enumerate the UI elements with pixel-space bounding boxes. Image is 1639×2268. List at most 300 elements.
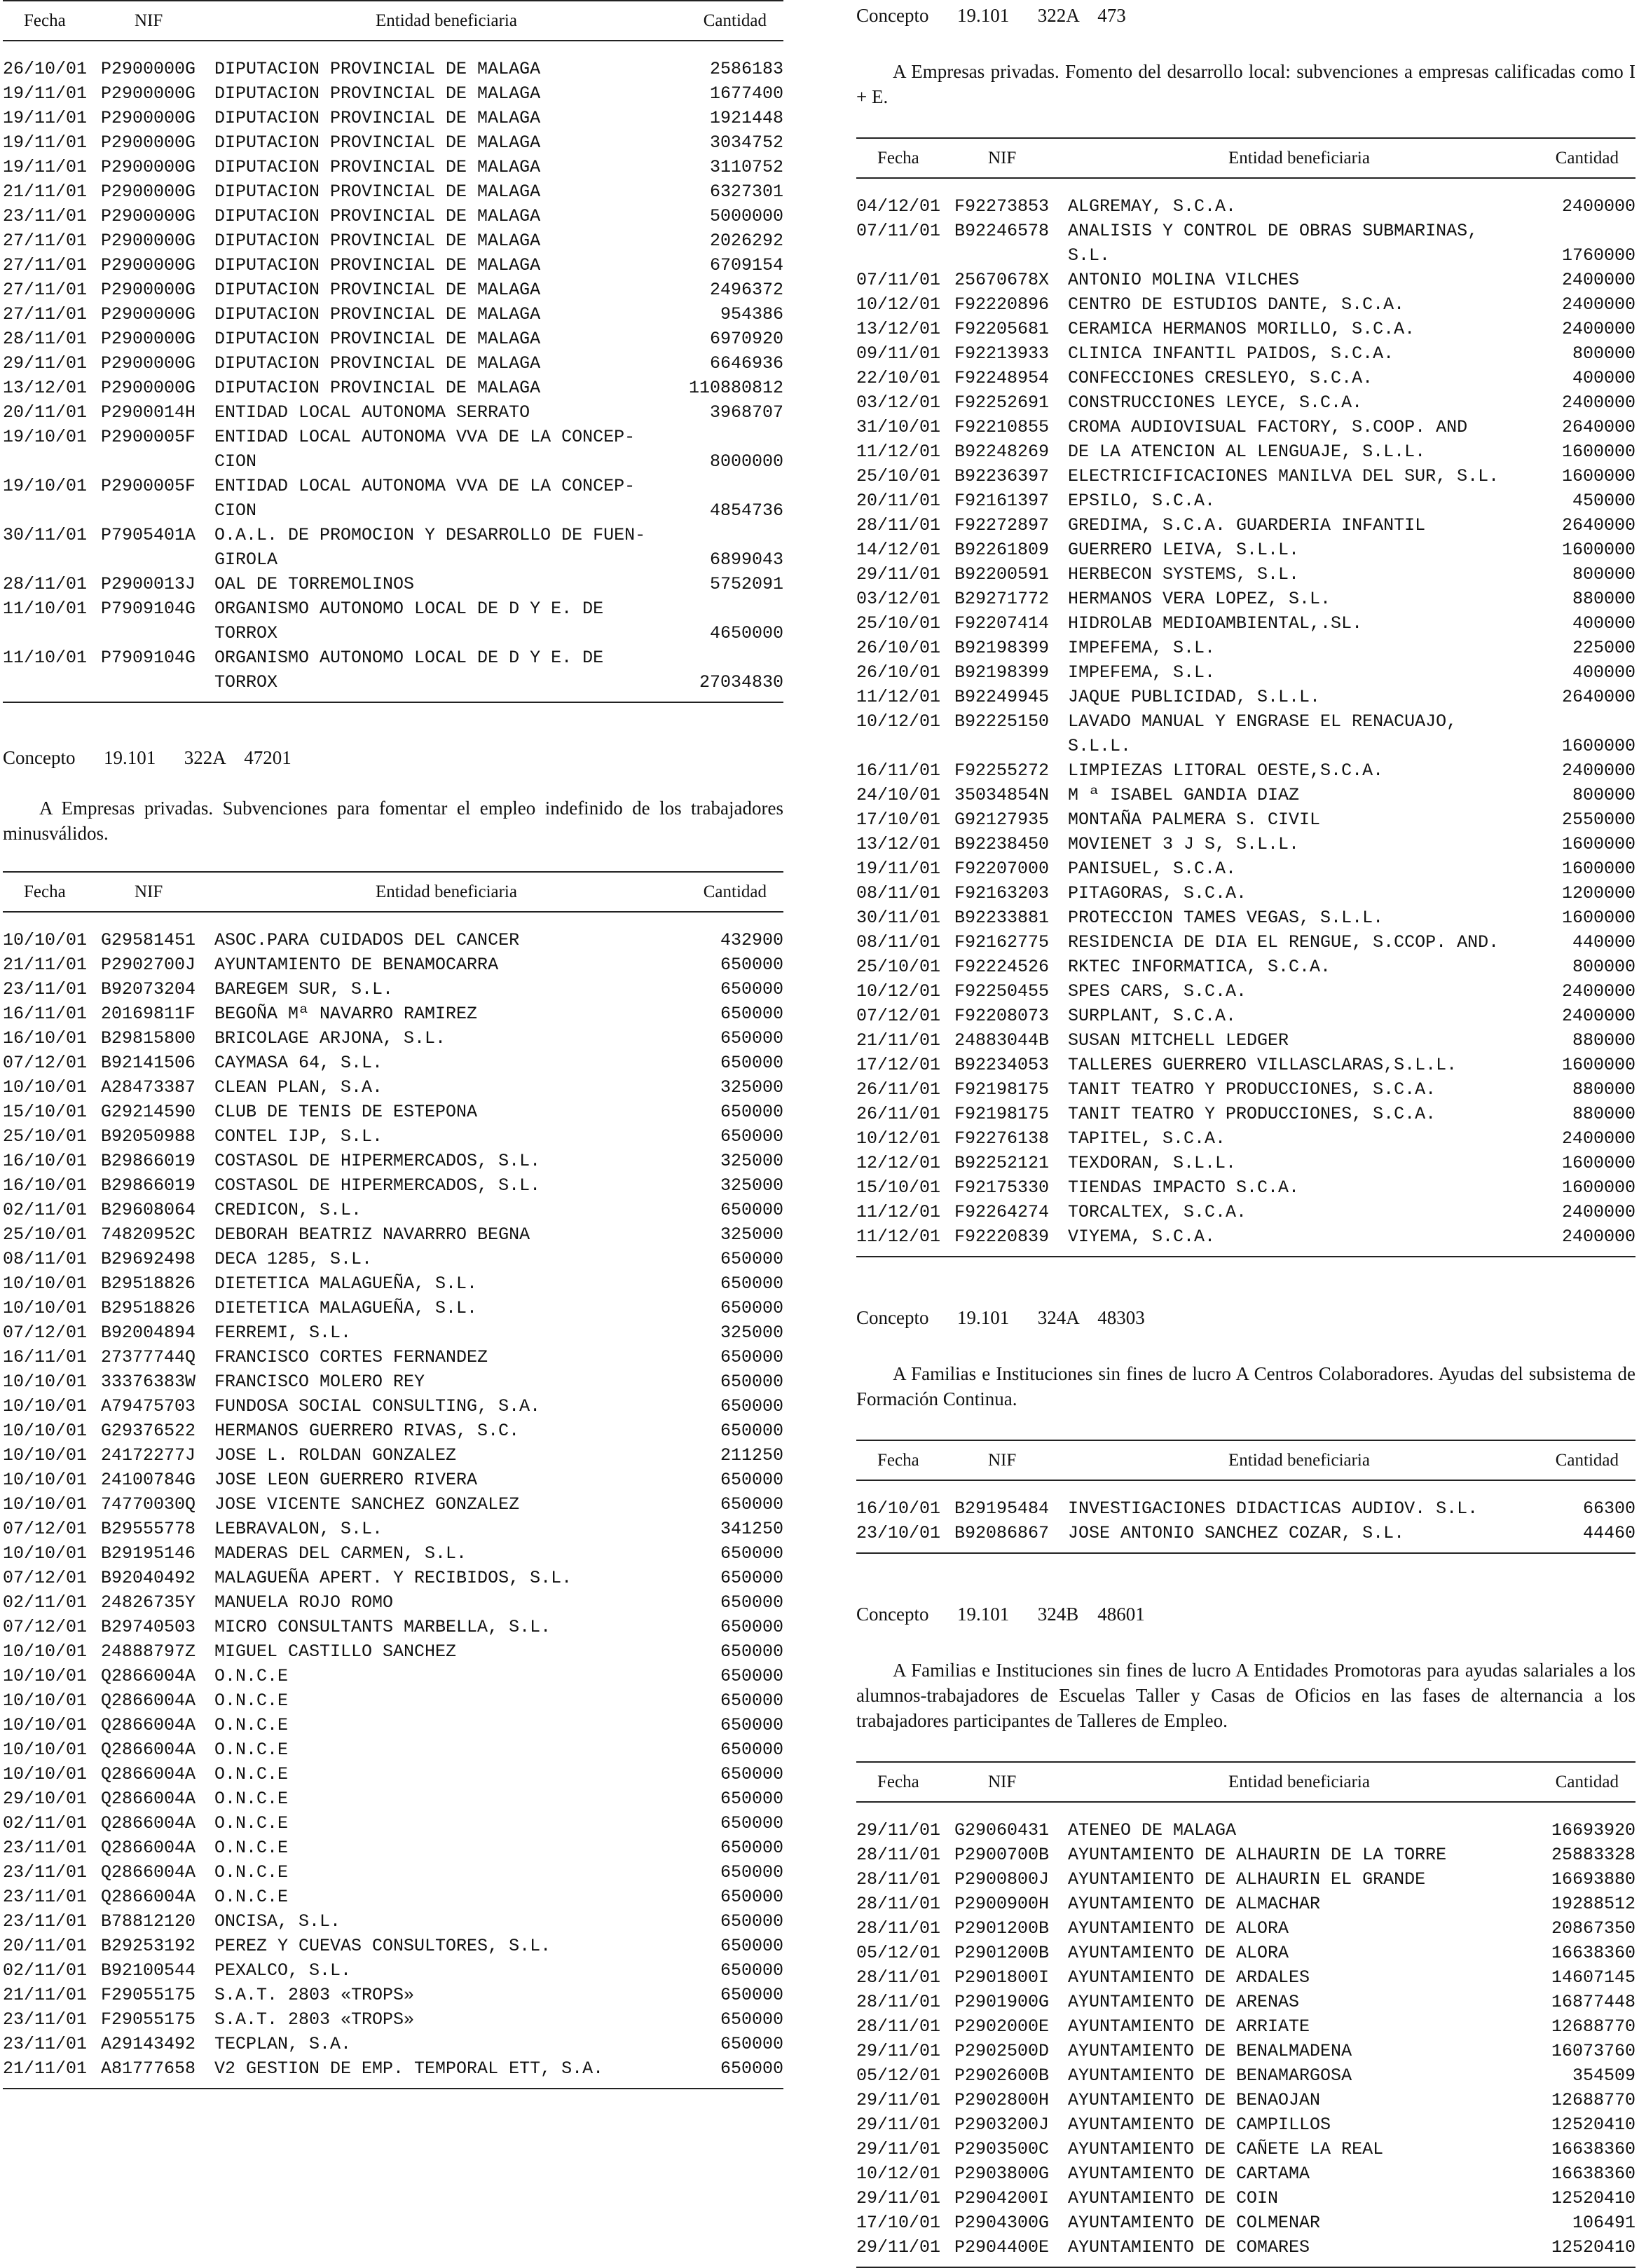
cell-nif: Q2866004A	[101, 1666, 196, 1686]
cell-entity: EPSILO, S.C.A.	[1068, 491, 1216, 511]
cell-entity: MOVIENET 3 J S, S.L.L.	[1068, 834, 1300, 854]
table-row	[856, 439, 1635, 464]
cell-entity: O.N.C.E	[214, 1887, 289, 1907]
cell-date: 21/11/01	[3, 2056, 101, 2089]
concept-program: 322A	[1037, 5, 1079, 26]
cell-amount: 325000	[720, 1323, 783, 1343]
cell-nif: B92225150	[954, 711, 1050, 732]
cell-amount: 44460	[1530, 1521, 1635, 1553]
cell-amount: 1600000	[1561, 1153, 1635, 1173]
cell-date: 10/12/01	[856, 294, 941, 315]
table-row	[3, 41, 783, 81]
cell-amount: 2640000	[1561, 417, 1635, 437]
concept-line	[856, 0, 1635, 31]
cell-nif: B92252121	[954, 1153, 1050, 1173]
cell-nif: P2902000E	[954, 2016, 1050, 2037]
cell-entity: MONTAÑA PALMERA S. CIVIL	[1068, 809, 1321, 830]
cell-entity: DECA 1285, S.L.	[214, 1249, 373, 1269]
cell-date: 28/11/01	[856, 2016, 941, 2037]
table-row	[3, 1811, 783, 1836]
concept-program: 322A	[184, 747, 226, 768]
cell-amount: 650000	[720, 1200, 783, 1220]
table-row	[856, 2014, 1635, 2039]
cell-amount: 6327301	[709, 182, 783, 202]
cell-date: 19/10/01	[3, 476, 88, 496]
cell-amount: 16693920	[1551, 1820, 1635, 1840]
cell-nif: B29253192	[101, 1936, 196, 1956]
cell-entity: V2 GESTION DE EMP. TEMPORAL ETT, S.A.	[214, 2056, 678, 2089]
cell-entity: ANTONIO MOLINA VILCHES	[1068, 270, 1300, 290]
table-row	[3, 400, 783, 425]
cell-entity: FRANCISCO CORTES FERNANDEZ	[214, 1347, 488, 1367]
table-grants-centros-colaboradores	[856, 1440, 1635, 1554]
cell-entity: S.A.T. 2803 «TROPS»	[214, 1985, 415, 2005]
cell-nif: 74820952C	[101, 1224, 196, 1245]
cell-nif: B92249945	[954, 687, 1050, 707]
cell-date: 25/10/01	[856, 957, 941, 977]
header-nif: NIF	[954, 138, 1068, 178]
table-row	[3, 1664, 783, 1688]
table-row	[856, 930, 1635, 955]
cell-date: 26/10/01	[856, 638, 941, 658]
header-amount: Cantidad	[1530, 1762, 1635, 1802]
table-row	[3, 474, 783, 523]
cell-amount: 800000	[1572, 785, 1635, 805]
cell-entity: DIPUTACION PROVINCIAL DE MALAGA	[214, 255, 541, 275]
cell-nif: F29055175	[101, 1985, 196, 2005]
cell-amount: 432900	[720, 930, 783, 950]
concept-code: 19.101	[103, 747, 156, 768]
cell-date: 12/12/01	[856, 1153, 941, 1173]
cell-amount: 2400000	[1561, 981, 1635, 1002]
cell-entity: AYUNTAMIENTO DE ALMACHAR	[1068, 1894, 1321, 1914]
cell-entity: AYUNTAMIENTO DE ARENAS	[1068, 1992, 1300, 2012]
table-row	[856, 881, 1635, 906]
cell-amount: 2400000	[1561, 1128, 1635, 1149]
cell-nif: F92213933	[954, 343, 1050, 364]
table-row	[856, 832, 1635, 856]
cell-nif: P2900800J	[954, 1869, 1050, 1890]
header-nif: NIF	[954, 1762, 1068, 1802]
cell-amount: 325000	[720, 1175, 783, 1196]
table-row	[856, 1892, 1635, 1916]
cell-entity: ENTIDAD LOCAL AUTONOMA VVA DE LA CONCEP- CION	[214, 476, 636, 521]
table-row	[3, 1296, 783, 1320]
cell-entity: BEGOÑA Mª NAVARRO RAMIREZ	[214, 1004, 478, 1024]
cell-entity: CAYMASA 64, S.L.	[214, 1053, 383, 1073]
table-row	[856, 538, 1635, 562]
header-amount: Cantidad	[1530, 1440, 1635, 1480]
cell-amount: 440000	[1572, 932, 1635, 952]
cell-amount: 1600000	[1561, 442, 1635, 462]
cell-date: 19/11/01	[856, 859, 941, 879]
cell-date: 07/11/01	[856, 270, 941, 290]
table-row	[3, 425, 783, 474]
cell-date: 10/10/01	[3, 1298, 88, 1318]
cell-amount: 650000	[720, 1470, 783, 1490]
cell-date: 10/10/01	[3, 930, 88, 950]
cell-amount: 16638360	[1551, 1943, 1635, 1963]
cell-amount: 650000	[720, 1028, 783, 1048]
cell-entity: INVESTIGACIONES DIDACTICAS AUDIOV. S.L.	[1068, 1498, 1479, 1519]
table-row	[856, 2161, 1635, 2186]
cell-date: 19/11/01	[3, 157, 88, 177]
table-row	[3, 1615, 783, 1639]
cell-nif: P2900700B	[954, 1845, 1050, 1865]
cell-date: 10/10/01	[3, 1273, 88, 1294]
cell-nif: B29195146	[101, 1543, 196, 1564]
cell-date: 23/10/01	[856, 1521, 954, 1553]
cell-entity: AYUNTAMIENTO DE ALORA	[1068, 1943, 1289, 1963]
table-row	[856, 219, 1635, 268]
cell-entity: JOSE L. ROLDAN GONZALEZ	[214, 1445, 457, 1466]
cell-amount: 450000	[1572, 491, 1635, 511]
left-column	[3, 0, 783, 2089]
table-row	[3, 1909, 783, 1934]
table-row	[856, 611, 1635, 636]
cell-nif: Q2866004A	[101, 1813, 196, 1833]
cell-date: 10/10/01	[3, 1715, 88, 1735]
cell-entity: RKTEC INFORMATICA, S.C.A.	[1068, 957, 1331, 977]
cell-amount: 5000000	[709, 206, 783, 226]
cell-amount: 650000	[720, 1102, 783, 1122]
cell-entity: DIPUTACION PROVINCIAL DE MALAGA	[214, 304, 541, 325]
cell-date: 11/10/01	[3, 599, 88, 619]
cell-date: 20/11/01	[3, 1936, 88, 1956]
cell-entity: M ª ISABEL GANDIA DIAZ	[1068, 785, 1300, 805]
cell-nif: B92238450	[954, 834, 1050, 854]
cell-entity: PANISUEL, S.C.A.	[1068, 859, 1237, 879]
cell-amount: 106491	[1572, 2213, 1635, 2233]
cell-entity: O.N.C.E	[214, 1715, 289, 1735]
cell-nif: P2900000G	[101, 231, 196, 251]
table-row	[3, 1320, 783, 1345]
cell-entity: DIPUTACION PROVINCIAL DE MALAGA	[214, 132, 541, 153]
cell-nif: Q2866004A	[101, 1789, 196, 1809]
table-header	[3, 872, 783, 912]
table-row	[3, 1394, 783, 1419]
cell-entity: DIPUTACION PROVINCIAL DE MALAGA	[214, 59, 541, 79]
cell-date: 04/12/01	[856, 196, 941, 217]
cell-entity: AYUNTAMIENTO DE CAMPILLOS	[1068, 2115, 1331, 2135]
table-row	[856, 783, 1635, 807]
cell-date: 05/12/01	[856, 2065, 941, 2086]
cell-date: 27/11/01	[3, 231, 88, 251]
cell-date: 29/11/01	[856, 2115, 941, 2135]
cell-nif: Q2866004A	[101, 1740, 196, 1760]
cell-amount: 1600000	[1561, 736, 1635, 756]
cell-date: 07/12/01	[856, 1006, 941, 1026]
cell-nif: P2900000G	[101, 329, 196, 349]
table-row	[856, 2235, 1635, 2267]
cell-entity: DIETETICA MALAGUEÑA, S.L.	[214, 1273, 478, 1294]
cell-nif: B92261809	[954, 540, 1050, 560]
cell-entity: CONFECCIONES CRESLEYO, S.C.A.	[1068, 368, 1373, 388]
cell-amount: 650000	[720, 1543, 783, 1564]
cell-nif: 27377744Q	[101, 1347, 196, 1367]
table-row	[3, 1369, 783, 1394]
cell-date: 13/12/01	[856, 834, 941, 854]
cell-amount: 225000	[1572, 638, 1635, 658]
cell-date: 26/10/01	[856, 662, 941, 683]
cell-entity: SUSAN MITCHELL LEDGER	[1068, 1030, 1289, 1051]
table-row	[856, 1151, 1635, 1175]
cell-amount: 6970920	[709, 329, 783, 349]
cell-nif: B92236397	[954, 466, 1050, 486]
cell-amount: 650000	[720, 1494, 783, 1515]
cell-nif: B92198399	[954, 662, 1050, 683]
table-row	[856, 2063, 1635, 2088]
cell-entity: DIPUTACION PROVINCIAL DE MALAGA	[214, 329, 541, 349]
table-row	[3, 1075, 783, 1100]
cell-nif: Q2866004A	[101, 1887, 196, 1907]
cell-date: 23/11/01	[3, 1887, 88, 1907]
header-amount: Cantidad	[678, 872, 783, 912]
cell-entity: MANUELA ROJO ROMO	[214, 1592, 394, 1613]
concept-subconcept: 48303	[1097, 1307, 1145, 1328]
cell-date: 02/11/01	[3, 1592, 88, 1613]
table-row	[856, 178, 1635, 219]
cell-amount: 1600000	[1561, 1177, 1635, 1198]
table-row	[3, 1051, 783, 1075]
table-row	[856, 636, 1635, 660]
table-row	[856, 955, 1635, 979]
table-row	[3, 977, 783, 1002]
cell-entity: TANIT TEATRO Y PRODUCCIONES, S.C.A.	[1068, 1079, 1436, 1100]
table-header	[856, 1440, 1635, 1480]
cell-nif: B29740503	[101, 1617, 196, 1637]
cell-nif: F92207414	[954, 613, 1050, 634]
cell-entity: HERMANOS VERA LOPEZ, S.L.	[1068, 589, 1331, 609]
cell-entity: O.N.C.E	[214, 1740, 289, 1760]
cell-entity: PROTECCION TAMES VEGAS, S.L.L.	[1068, 908, 1384, 928]
cell-amount: 880000	[1572, 589, 1635, 609]
cell-nif: B29518826	[101, 1273, 196, 1294]
cell-date: 16/11/01	[3, 1004, 88, 1024]
cell-entity: AYUNTAMIENTO DE BENAOJAN	[1068, 2090, 1321, 2110]
cell-nif: P2901900G	[954, 1992, 1050, 2012]
table-row	[3, 1173, 783, 1198]
table-row	[3, 2056, 783, 2089]
cell-nif: F92205681	[954, 319, 1050, 339]
cell-nif: P2900000G	[101, 132, 196, 153]
header-entity: Entidad beneficiaria	[1068, 138, 1530, 178]
cell-nif: B92246578	[954, 221, 1050, 241]
cell-nif: P2900000G	[101, 59, 196, 79]
table-row	[856, 2137, 1635, 2161]
cell-date: 10/10/01	[3, 1543, 88, 1564]
table-row	[3, 1737, 783, 1762]
table-row	[856, 1990, 1635, 2014]
cell-amount: 1921448	[709, 108, 783, 128]
cell-amount: 2400000	[1561, 319, 1635, 339]
cell-amount: 650000	[720, 1641, 783, 1662]
table-row	[856, 1053, 1635, 1077]
cell-nif: P2900005F	[101, 476, 196, 496]
cell-nif: P2902600B	[954, 2065, 1050, 2086]
cell-nif: B92200591	[954, 564, 1050, 585]
cell-amount: 650000	[720, 1789, 783, 1809]
cell-date: 23/11/01	[3, 2034, 88, 2054]
cell-date: 10/10/01	[3, 1421, 88, 1441]
cell-amount: 6646936	[709, 353, 783, 374]
cell-entity: DIPUTACION PROVINCIAL DE MALAGA	[214, 182, 541, 202]
table-row	[856, 1028, 1635, 1053]
cell-amount: 650000	[720, 1273, 783, 1294]
cell-entity: ENTIDAD LOCAL AUTONOMA SERRATO	[214, 402, 530, 423]
cell-date: 21/11/01	[3, 182, 88, 202]
cell-entity: O.N.C.E	[214, 1690, 289, 1711]
cell-date: 25/10/01	[856, 466, 941, 486]
cell-nif: B29271772	[954, 589, 1050, 609]
cell-amount: 650000	[720, 1960, 783, 1981]
cell-amount: 2400000	[1561, 294, 1635, 315]
cell-entity: JOSE LEON GUERRERO RIVERA	[214, 1470, 478, 1490]
cell-amount: 650000	[720, 1862, 783, 1883]
cell-entity: MALAGUEÑA APERT. Y RECIBIDOS, S.L.	[214, 1568, 572, 1588]
cell-amount: 27034830	[678, 645, 783, 702]
cell-nif: 24172277J	[101, 1445, 196, 1466]
cell-amount: 8000000	[709, 451, 783, 472]
cell-date: 16/10/01	[3, 1028, 88, 1048]
cell-entity: JOSE ANTONIO SANCHEZ COZAR, S.L.	[1068, 1521, 1530, 1553]
cell-date: 13/12/01	[3, 378, 88, 398]
cell-date: 09/11/01	[856, 343, 941, 364]
cell-entity: JAQUE PUBLICIDAD, S.L.L.	[1068, 687, 1321, 707]
concept-label: Concepto	[856, 5, 929, 26]
cell-date: 21/11/01	[856, 1030, 941, 1051]
cell-entity: DE LA ATENCION AL LENGUAJE, S.L.L.	[1068, 442, 1426, 462]
cell-entity: TEXDORAN, S.L.L.	[1068, 1153, 1237, 1173]
cell-nif: B29555778	[101, 1519, 196, 1539]
table-row	[3, 1836, 783, 1860]
cell-date: 17/10/01	[856, 2213, 941, 2233]
cell-nif: B92234053	[954, 1055, 1050, 1075]
cell-date: 29/11/01	[856, 1820, 941, 1840]
cell-date: 31/10/01	[856, 417, 941, 437]
cell-date: 19/11/01	[3, 83, 88, 104]
cell-amount: 16638360	[1551, 2164, 1635, 2184]
cell-entity: PITAGORAS, S.C.A.	[1068, 883, 1247, 903]
table-grants-empresas-ie	[856, 137, 1635, 1257]
concept-label: Concepto	[856, 1307, 929, 1328]
cell-amount: 650000	[720, 1568, 783, 1588]
cell-date: 05/12/01	[856, 1943, 941, 1963]
table-row	[3, 1517, 783, 1541]
table-row	[3, 1885, 783, 1909]
cell-nif: P2900000G	[101, 280, 196, 300]
cell-nif: F92248954	[954, 368, 1050, 388]
cell-date: 25/10/01	[3, 1126, 88, 1147]
cell-amount: 19288512	[1551, 1894, 1635, 1914]
concept-program: 324B	[1037, 1604, 1079, 1625]
cell-amount: 400000	[1572, 613, 1635, 634]
cell-amount: 20867350	[1551, 1918, 1635, 1939]
cell-nif: P2903800G	[954, 2164, 1050, 2184]
cell-nif: B92141506	[101, 1053, 196, 1073]
table-row	[3, 1492, 783, 1517]
cell-nif: F92198175	[954, 1104, 1050, 1124]
cell-nif: P2900000G	[101, 206, 196, 226]
header-entity: Entidad beneficiaria	[214, 872, 678, 912]
cell-entity: DEBORAH BEATRIZ NAVARRRO BEGNA	[214, 1224, 530, 1245]
table-row	[3, 1149, 783, 1173]
header-amount: Cantidad	[1530, 138, 1635, 178]
cell-entity: COSTASOL DE HIPERMERCADOS, S.L.	[214, 1175, 541, 1196]
table-row	[3, 1860, 783, 1885]
cell-amount: 1677400	[709, 83, 783, 104]
cell-date: 23/11/01	[3, 2009, 88, 2030]
table-row	[856, 2112, 1635, 2137]
cell-amount: 650000	[720, 1690, 783, 1711]
cell-amount: 650000	[720, 1298, 783, 1318]
cell-entity: MIGUEL CASTILLO SANCHEZ	[214, 1641, 457, 1662]
cell-entity: CLEAN PLAN, S.A.	[214, 1077, 383, 1098]
cell-amount: 650000	[720, 979, 783, 999]
concept-description: A Familias e Instituciones sin fines de lucro A Centros Colaboradores. Ayudas del subsistema de Formación Continua.	[856, 1363, 1635, 1409]
cell-nif: P2900000G	[101, 304, 196, 325]
cell-nif: B29815800	[101, 1028, 196, 1048]
cell-entity: CERAMICA HERMANOS MORILLO, S.C.A.	[1068, 319, 1415, 339]
table-row	[3, 327, 783, 351]
cell-date: 17/10/01	[856, 809, 941, 830]
cell-amount: 354509	[1572, 2065, 1635, 2086]
cell-date: 15/10/01	[3, 1102, 88, 1122]
cell-amount: 2496372	[709, 280, 783, 300]
cell-amount: 12688770	[1551, 2016, 1635, 2037]
cell-amount: 14607145	[1551, 1967, 1635, 1988]
cell-entity: ORGANISMO AUTONOMO LOCAL DE D Y E. DE TORROX	[214, 599, 604, 643]
cell-entity: DIPUTACION PROVINCIAL DE MALAGA	[214, 83, 541, 104]
concept-label: Concepto	[3, 747, 76, 768]
table-row	[856, 660, 1635, 685]
cell-nif: B92198399	[954, 638, 1050, 658]
cell-nif: B92100544	[101, 1960, 196, 1981]
concept-code: 19.101	[956, 5, 1010, 26]
cell-entity: OAL DE TORREMOLINOS	[214, 574, 415, 594]
cell-entity: ORGANISMO AUTONOMO LOCAL DE D Y E. DE TORROX	[214, 645, 678, 702]
cell-entity: O.N.C.E	[214, 1666, 289, 1686]
cell-entity: VIYEMA, S.C.A.	[1068, 1224, 1530, 1257]
cell-entity: DIPUTACION PROVINCIAL DE MALAGA	[214, 206, 541, 226]
cell-date: 27/11/01	[3, 255, 88, 275]
cell-date: 20/11/01	[3, 402, 88, 423]
cell-entity: CROMA AUDIOVISUAL FACTORY, S.COOP. AND	[1068, 417, 1468, 437]
table-row	[856, 685, 1635, 709]
table-header	[3, 1, 783, 41]
cell-nif: G29376522	[101, 1421, 196, 1441]
cell-amount: 2026292	[709, 231, 783, 251]
header-date: Fecha	[856, 1762, 954, 1802]
cell-nif: A81777658	[101, 2056, 214, 2089]
cell-amount: 2400000	[1561, 392, 1635, 413]
cell-amount: 650000	[720, 1617, 783, 1637]
header-nif: NIF	[954, 1440, 1068, 1480]
cell-nif: F92252691	[954, 392, 1050, 413]
table-row	[3, 1345, 783, 1369]
cell-entity: TANIT TEATRO Y PRODUCCIONES, S.C.A.	[1068, 1104, 1436, 1124]
table-row	[856, 317, 1635, 341]
cell-entity: AYUNTAMIENTO DE ARRIATE	[1068, 2016, 1310, 2037]
table-row	[856, 979, 1635, 1004]
cell-nif: P2901800I	[954, 1967, 1050, 1988]
cell-nif: B92050988	[101, 1126, 196, 1147]
cell-entity: ATENEO DE MALAGA	[1068, 1820, 1237, 1840]
cell-entity: COSTASOL DE HIPERMERCADOS, S.L.	[214, 1151, 541, 1171]
table-row	[856, 2211, 1635, 2235]
table-header	[856, 1762, 1635, 1802]
table-grants-minusvalidos	[3, 871, 783, 2089]
